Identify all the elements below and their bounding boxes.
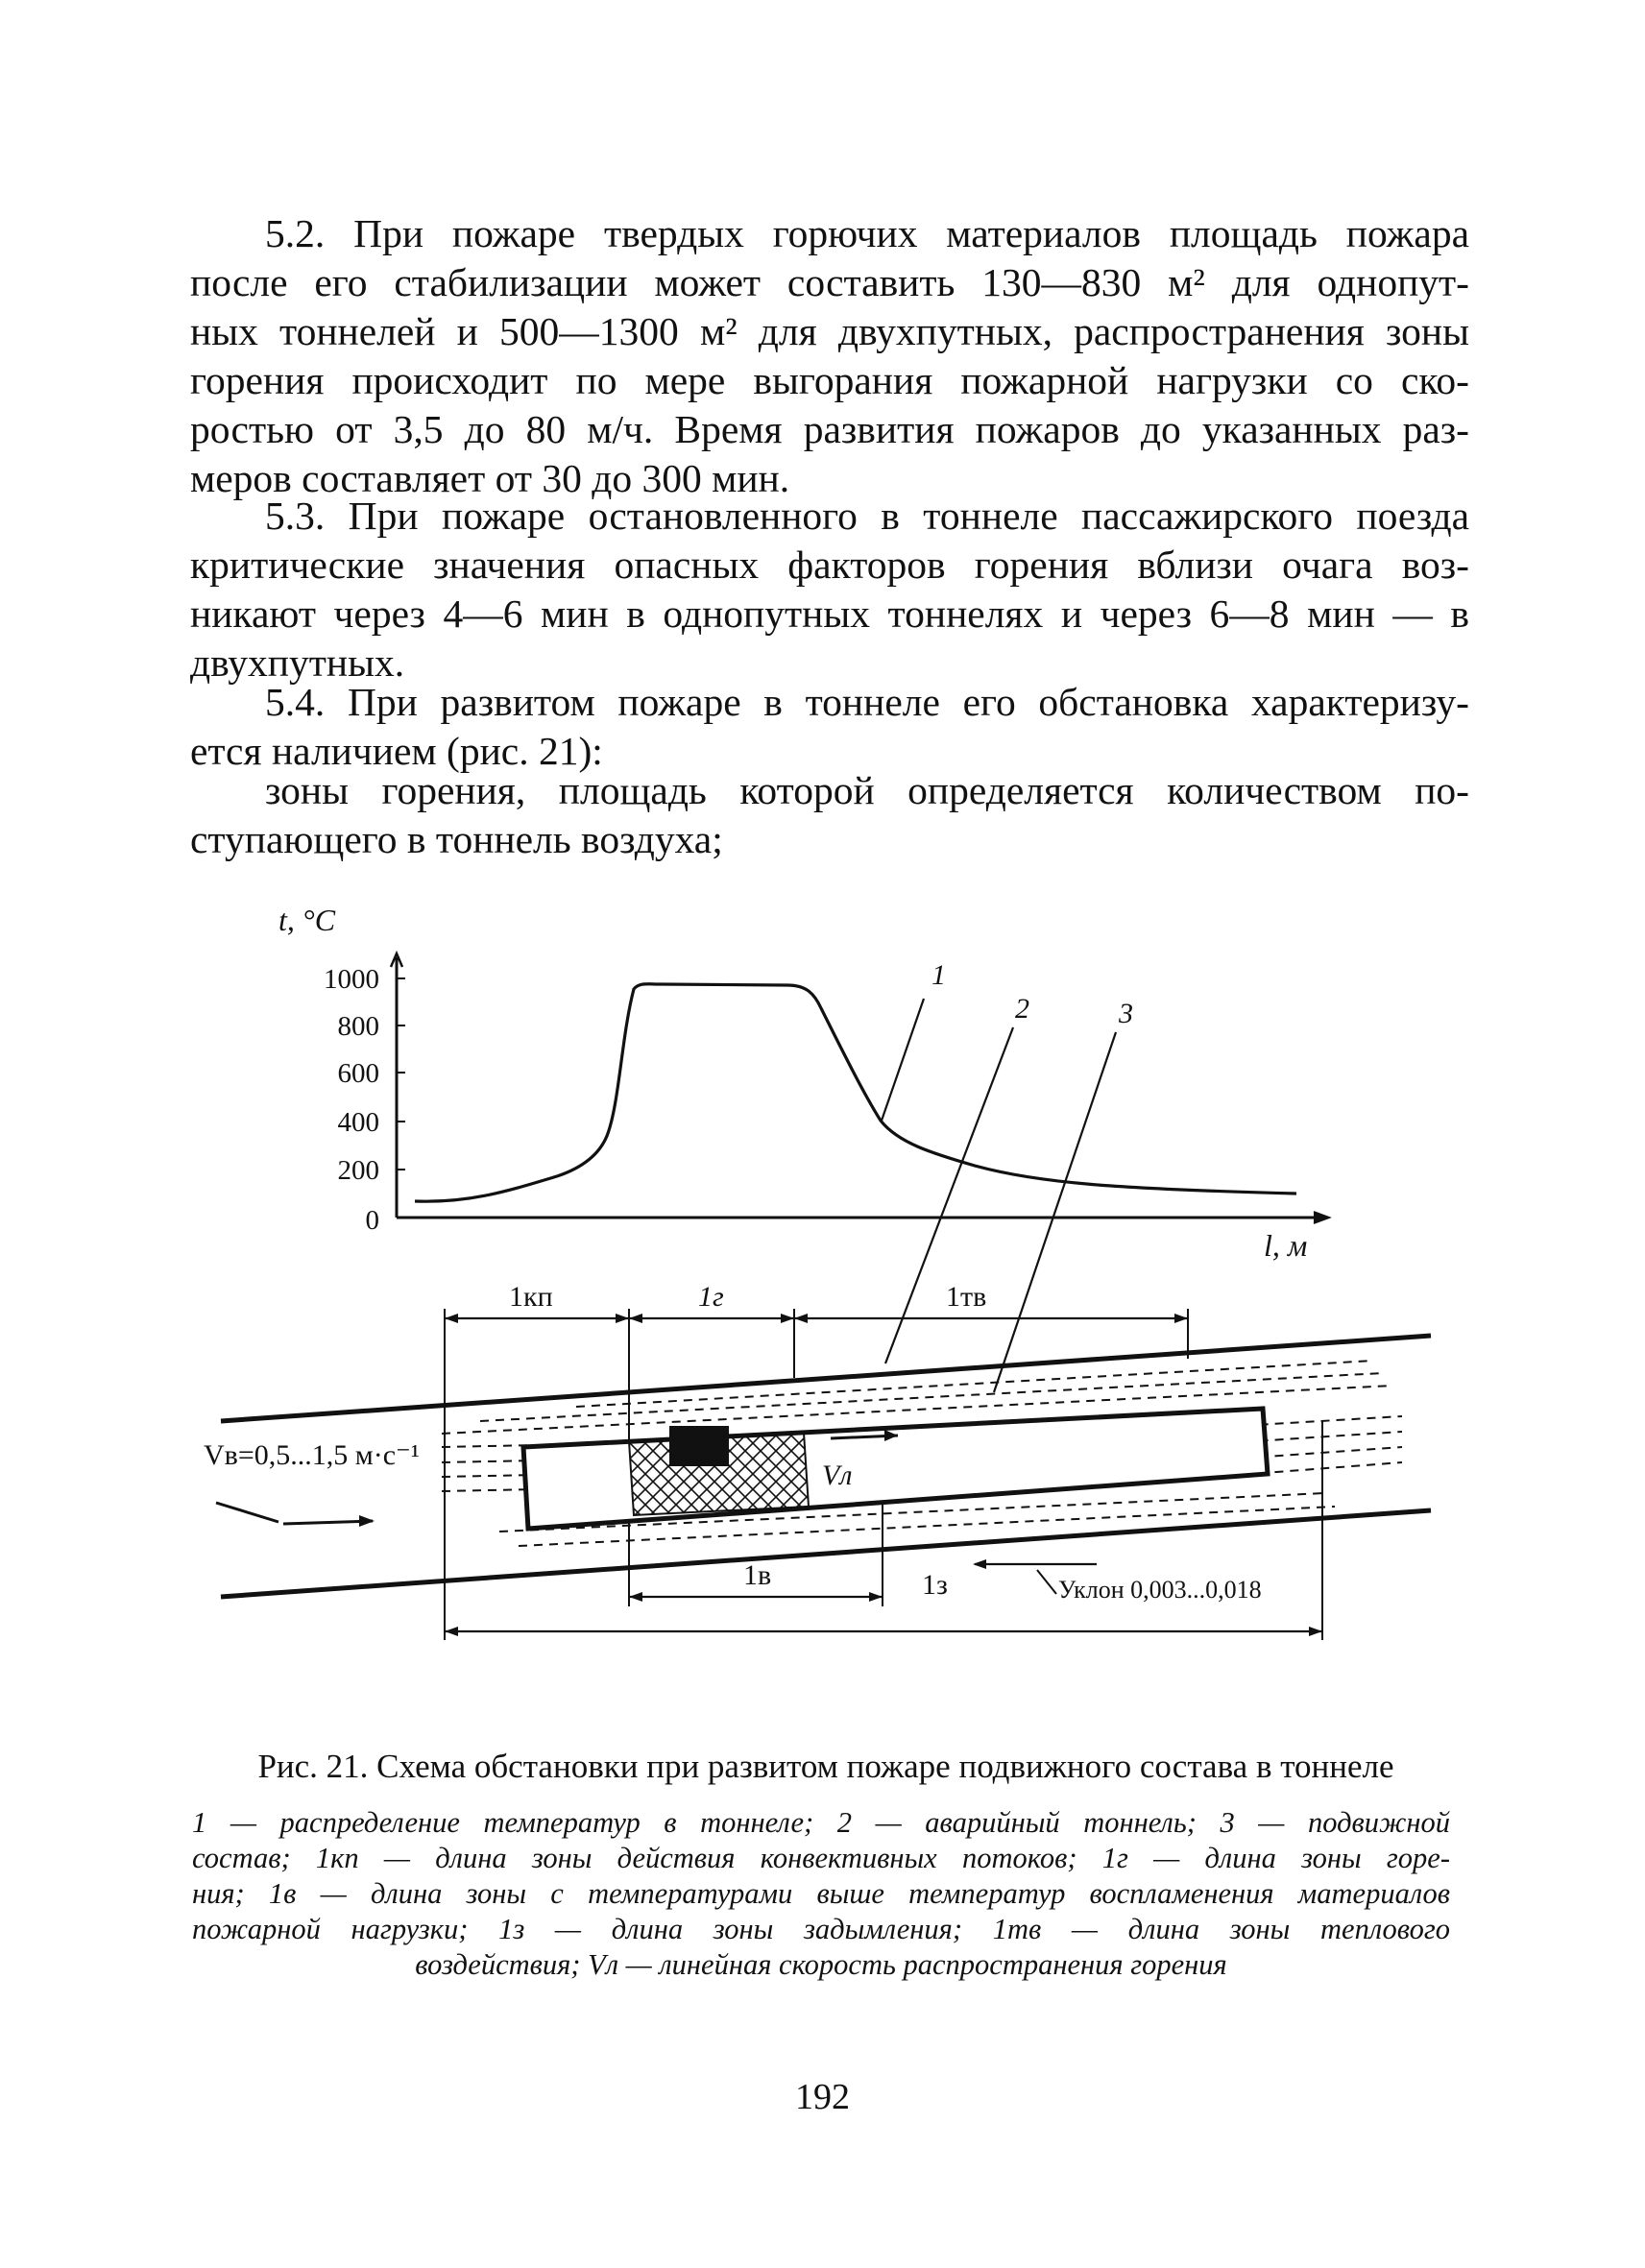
text-line: ных тоннелей и 500—1300 м² для двухпутных, распространения зоны [190,309,1469,353]
y-axis-label: t, °C [278,903,336,937]
legend-line: пожарной нагрузки; 1з — длина зоны задымления; 1тв — длина зоны теплового [192,1913,1450,1945]
curve-label-3: 3 [1119,998,1133,1029]
paragraph-combustion-zone [190,766,1469,864]
y-tick-label: 600 [337,1058,379,1089]
text-line: никают через 4—6 мин в однопутных тоннелях и через 6—8 мин — в [190,591,1469,636]
page-number: 192 [795,2077,850,2117]
y-tick-label: 0 [365,1205,379,1236]
air-speed-label: Vв=0,5...1,5 м·с⁻¹ [204,1439,420,1471]
text-line: зоны горения, площадь которой определяется количеством по- [265,768,1469,812]
x-axis-label: l, м [1264,1228,1308,1263]
text-line: 5.2. При пожаре твердых горючих материалов площадь пожара [265,211,1469,255]
flame-speed-label: Vл [822,1460,853,1491]
paragraph-5-2 [190,209,1469,503]
dimension-ltv: 1тв [946,1281,987,1313]
figure-legend [192,1805,1450,1983]
legend-line: ния; 1в — длина зоны с температурами выше температур воспламенения материалов [192,1877,1450,1910]
dimension-lkp: 1кп [509,1281,553,1313]
figure-caption-title: Рис. 21. Схема обстановки при развитом пожаре подвижного состава в тоннеле [257,1748,1394,1785]
fire-source [669,1426,729,1466]
curve-label-1: 1 [931,959,946,991]
text-line: ступающего в тоннель воздуха; [190,817,723,861]
text-line: после его стабилизации может составить 130—830 м² для однопут- [190,260,1469,304]
text-line: 5.3. При пожаре остановленного в тоннеле пассажирского поезда [265,494,1469,538]
paragraph-5-3 [190,492,1469,688]
y-tick-label: 800 [337,1011,379,1042]
legend-line: воздействия; Vл — линейная скорость распространения горения [415,1948,1227,1981]
text-line: ется наличием (рис. 21): [190,729,603,773]
y-tick-label: 1000 [324,964,379,995]
dimension-lv: 1в [743,1559,772,1591]
y-tick-label: 400 [337,1107,379,1138]
paragraph-5-4 [190,678,1469,776]
text-line: ростью от 3,5 до 80 м/ч. Время развития пожаров до указанных раз- [190,407,1469,451]
text-line: двухпутных. [190,640,405,685]
text-line: горения происходит по мере выгорания пожарной нагрузки со ско- [190,358,1469,402]
slope-label: Уклон 0,003...0,018 [1058,1576,1262,1604]
text-line: меров составляет от 30 до 300 мин. [190,456,790,500]
dimension-lz: 1з [922,1569,948,1601]
y-tick-label: 200 [337,1155,379,1186]
curve-label-2: 2 [1015,993,1029,1025]
legend-line: состав; 1кп — длина зоны действия конвективных потоков; 1г — длина зоны горе- [192,1842,1450,1874]
legend-line: 1 — распределение температур в тоннеле; 2 — аварийный тоннель; 3 — подвижной [192,1806,1450,1839]
text-line: критические значения опасных факторов горения вблизи очага воз- [190,543,1469,587]
temperature-curve [415,984,1296,1201]
text-line: 5.4. При развитом пожаре в тоннеле его обстановка характеризу- [265,680,1469,724]
dimension-lg: 1г [698,1281,724,1313]
figure-21 [192,898,1498,1685]
